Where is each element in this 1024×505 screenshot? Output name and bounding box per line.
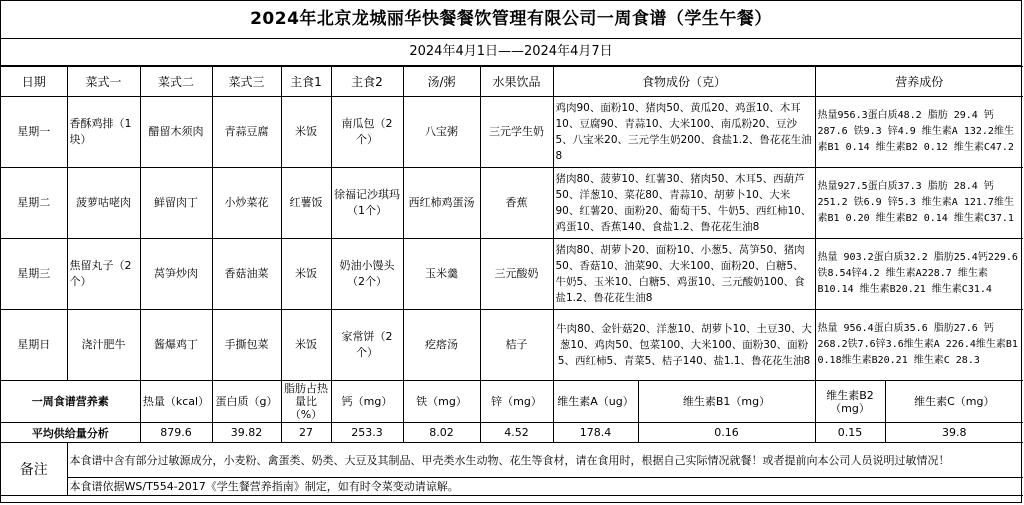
ingredients-cell: 猪肉80、菠萝10、红薯30、猪肉50、木耳5、西葫芦50、洋葱10、菜花80、青蒜10、胡萝卜10、大米90、红薯20、面粉20、葡萄干5、牛奶5、西红柿10、鸡蛋10、香蕉140、食盐1.2、鲁花花生油8 bbox=[553, 168, 815, 239]
fruit-cell: 三元学生奶 bbox=[480, 97, 553, 168]
table-row bbox=[1, 168, 1023, 239]
average-iron: 8.02 bbox=[403, 423, 480, 443]
nutrient-header-vitamin-c: 维生素C（mg） bbox=[885, 381, 1023, 423]
nutrient-header-energy: 热量（kcal） bbox=[140, 381, 212, 423]
average-zinc: 4.52 bbox=[480, 423, 553, 443]
dish3-cell: 香菇油菜 bbox=[212, 239, 281, 310]
nutrient-header-fat-ratio: 脂肪占热量比（%） bbox=[281, 381, 331, 423]
header-staple2: 主食2 bbox=[331, 67, 403, 97]
ingredients-cell: 牛肉80、金针菇20、洋葱10、胡萝卜10、土豆30、大葱10、鸡肉50、包菜100、大米100、面粉30、面粉5、西红柿5、青菜5、桔子140、盐1.1、鲁花花生油8 bbox=[553, 310, 815, 381]
table-row bbox=[1, 310, 1023, 381]
nutrition-cell: 热量 956.4蛋白质35.6 脂肪27.6 钙268.2铁7.6锌3.6维生素A 226.4维生素B1 0.18维生素B20.21 维生素C 28.3 bbox=[815, 310, 1023, 381]
nutrient-header-vitamin-b1: 维生素B1（mg） bbox=[638, 381, 815, 423]
staple2-cell: 奶油小馒头（2个） bbox=[331, 239, 403, 310]
header-fruit: 水果饮品 bbox=[480, 67, 553, 97]
header-nutrition: 营养成份 bbox=[815, 67, 1023, 97]
soup-cell: 玉米羹 bbox=[403, 239, 480, 310]
ingredients-cell: 鸡肉90、面粉10、猪肉50、黄瓜20、鸡蛋10、木耳10、豆腐90、青蒜10、大米100、南瓜粉20、豆沙5、八宝米20、三元学生奶200、食盐1.2、鲁花花生油8 bbox=[553, 97, 815, 168]
average-vitamin-c: 39.8 bbox=[885, 423, 1023, 443]
nutrient-header-calcium: 钙（mg） bbox=[331, 381, 403, 423]
dish2-cell: 莴笋炒肉 bbox=[140, 239, 212, 310]
nutrition-cell: 热量927.5蛋白质37.3 脂肪 28.4 钙251.2 铁6.9 锌5.3 维生素A 121.7维生素B1 0.20 维生素B2 0.14 维生素C37.1 bbox=[815, 168, 1023, 239]
staple2-cell: 徐福记沙琪玛（1个） bbox=[331, 168, 403, 239]
header-dish3: 菜式三 bbox=[212, 67, 281, 97]
dish1-cell: 菠萝咕咾肉 bbox=[67, 168, 140, 239]
nutrient-header-row bbox=[1, 381, 1023, 423]
note-row bbox=[1, 443, 1023, 478]
nutrition-cell: 热量 903.2蛋白质32.2 脂肪25.4钙229.6铁8.54锌4.2 维生素A228.7 维生素B10.14 维生素B20.21 维生素C31.4 bbox=[815, 239, 1023, 310]
weekly-nutrients-label: 一周食谱营养素 bbox=[1, 381, 140, 423]
dish2-cell: 醋留木须肉 bbox=[140, 97, 212, 168]
dish2-cell: 鲜留肉丁 bbox=[140, 168, 212, 239]
nutrition-cell: 热量956.3蛋白质48.2 脂肪 29.4 钙287.6 铁9.3 锌4.9 维生素A 132.2维生素B1 0.14 维生素B2 0.12 维生素C47.2 bbox=[815, 97, 1023, 168]
weekly-menu-table bbox=[1, 66, 1023, 496]
table-row bbox=[1, 97, 1023, 168]
average-fat-ratio: 27 bbox=[281, 423, 331, 443]
staple2-cell: 南瓜包（2个） bbox=[331, 97, 403, 168]
guideline-note: 本食谱依据WS/T554-2017《学生餐营养指南》制定，如有时令菜变动请谅解。 bbox=[67, 478, 1023, 496]
staple2-cell: 家常饼（2个） bbox=[331, 310, 403, 381]
fruit-cell: 桔子 bbox=[480, 310, 553, 381]
staple1-cell: 米饭 bbox=[281, 97, 331, 168]
average-vitamin-b1: 0.16 bbox=[638, 423, 815, 443]
table-row bbox=[1, 239, 1023, 310]
date-range: 2024年4月1日——2024年4月7日 bbox=[1, 39, 1021, 66]
soup-cell: 疙瘩汤 bbox=[403, 310, 480, 381]
dish3-cell: 手撕包菜 bbox=[212, 310, 281, 381]
fruit-cell: 香蕉 bbox=[480, 168, 553, 239]
average-calcium: 253.3 bbox=[331, 423, 403, 443]
staple1-cell: 米饭 bbox=[281, 310, 331, 381]
nutrient-header-vitamin-a: 维生素A（ug） bbox=[553, 381, 638, 423]
average-protein: 39.82 bbox=[212, 423, 281, 443]
header-ingredients: 食物成份（克） bbox=[553, 67, 815, 97]
staple1-cell: 红薯饭 bbox=[281, 168, 331, 239]
soup-cell: 西红柿鸡蛋汤 bbox=[403, 168, 480, 239]
note-row bbox=[1, 478, 1023, 496]
day-label: 星期二 bbox=[1, 168, 67, 239]
soup-cell: 八宝粥 bbox=[403, 97, 480, 168]
average-label: 平均供给量分析 bbox=[1, 423, 140, 443]
average-energy: 879.6 bbox=[140, 423, 212, 443]
average-vitamin-a: 178.4 bbox=[553, 423, 638, 443]
header-soup: 汤/粥 bbox=[403, 67, 480, 97]
dish1-cell: 香酥鸡排（1块） bbox=[67, 97, 140, 168]
nutrient-header-vitamin-b2: 维生素B2（mg） bbox=[815, 381, 885, 423]
nutrient-header-iron: 铁（mg） bbox=[403, 381, 480, 423]
fruit-cell: 三元酸奶 bbox=[480, 239, 553, 310]
page-title: 2024年北京龙城丽华快餐餐饮管理有限公司一周食谱（学生午餐） bbox=[1, 1, 1021, 39]
day-label: 星期一 bbox=[1, 97, 67, 168]
staple1-cell: 米饭 bbox=[281, 239, 331, 310]
header-date: 日期 bbox=[1, 67, 67, 97]
header-dish1: 菜式一 bbox=[67, 67, 140, 97]
ingredients-cell: 猪肉80、胡萝卜20、面粉10、小葱5、莴笋50、猪肉50、香菇10、油菜90、大米100、面粉20、白糖5、牛奶5、玉米10、白糖5、鸡蛋10、三元酸奶100、食盐1.2、鲁花花生油8 bbox=[553, 239, 815, 310]
dish1-cell: 焦留丸子（2个） bbox=[67, 239, 140, 310]
header-dish2: 菜式二 bbox=[140, 67, 212, 97]
allergen-note: 本食谱中含有部分过敏源成分，小麦粉、禽蛋类、奶类、大豆及其制品、甲壳类水生动物、花生等食材，请在食用时，根据自己实际情况就餐！或者提前向本公司人员说明过敏情况！ bbox=[67, 443, 1023, 478]
day-label: 星期三 bbox=[1, 239, 67, 310]
nutrient-header-protein: 蛋白质（g） bbox=[212, 381, 281, 423]
dish3-cell: 小炒菜花 bbox=[212, 168, 281, 239]
average-vitamin-b2: 0.15 bbox=[815, 423, 885, 443]
dish2-cell: 酱爆鸡丁 bbox=[140, 310, 212, 381]
header-staple1: 主食1 bbox=[281, 67, 331, 97]
note-label: 备注 bbox=[1, 443, 67, 496]
table-header-row bbox=[1, 67, 1023, 97]
dish3-cell: 青蒜豆腐 bbox=[212, 97, 281, 168]
nutrient-header-zinc: 锌（mg） bbox=[480, 381, 553, 423]
average-row bbox=[1, 423, 1023, 443]
dish1-cell: 浇汁肥牛 bbox=[67, 310, 140, 381]
day-label: 星期日 bbox=[1, 310, 67, 381]
